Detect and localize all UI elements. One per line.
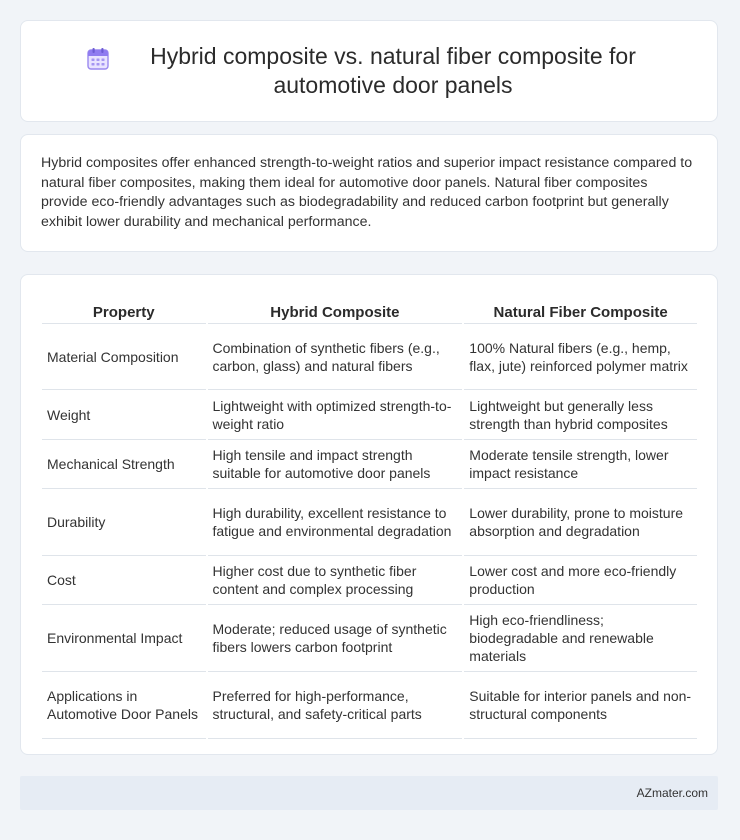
- hybrid-cell: Higher cost due to synthetic fiber content and complex processing: [208, 556, 463, 605]
- hybrid-cell: High durability, excellent resistance to fatigue and environmental degradation: [208, 489, 463, 556]
- intro-card: [20, 134, 718, 252]
- title-row: [85, 42, 653, 100]
- hybrid-cell: Moderate; reduced usage of synthetic fibers lowers carbon footprint: [208, 605, 463, 672]
- calendar-icon: [85, 46, 111, 72]
- table-header-row: [42, 291, 697, 324]
- natural-cell: Lower cost and more eco-friendly production: [464, 556, 697, 605]
- footer-brand[interactable]: AZmater.com: [636, 786, 708, 800]
- natural-cell: Moderate tensile strength, lower impact resistance: [464, 440, 697, 489]
- natural-cell: Lower durability, prone to moisture absorption and degradation: [464, 489, 697, 556]
- header-natural-fiber-composite: Natural Fiber Composite: [464, 291, 697, 324]
- natural-cell: Suitable for interior panels and non-structural components: [464, 672, 697, 739]
- property-cell: Mechanical Strength: [42, 440, 206, 489]
- table-row: [42, 390, 697, 440]
- header-hybrid-composite: Hybrid Composite: [208, 291, 463, 324]
- property-cell: Weight: [42, 390, 206, 440]
- page-title: Hybrid composite vs. natural fiber composite for automotive door panels: [150, 43, 636, 98]
- property-cell: Environmental Impact: [42, 605, 206, 672]
- header-property: Property: [42, 291, 206, 324]
- natural-cell: High eco-friendliness; biodegradable and renewable materials: [464, 605, 697, 672]
- hybrid-cell: Combination of synthetic fibers (e.g., carbon, glass) and natural fibers: [208, 324, 463, 390]
- property-cell: Cost: [42, 556, 206, 605]
- property-cell: Applications in Automotive Door Panels: [42, 672, 206, 739]
- intro-paragraph: Hybrid composites offer enhanced strength-to-weight ratios and superior impact resistance compared to natural fiber composites, making them ideal for automotive door panels. Natural fiber composites provide eco-friendly advantages such as biodegradability and reduced carbon footprint but generally exhibit lower durability and mechanical performance.: [41, 155, 693, 230]
- title-card: [20, 20, 718, 122]
- hybrid-cell: High tensile and impact strength suitable for automotive door panels: [208, 440, 463, 489]
- table-row: [42, 324, 697, 390]
- comparison-card: [20, 274, 718, 755]
- natural-cell: 100% Natural fibers (e.g., hemp, flax, jute) reinforced polymer matrix: [464, 324, 697, 390]
- table-row: [42, 672, 697, 739]
- table-row: [42, 489, 697, 556]
- table-row: [42, 440, 697, 489]
- hybrid-cell: Lightweight with optimized strength-to-weight ratio: [208, 390, 463, 440]
- comparison-table: [40, 291, 699, 739]
- hybrid-cell: Preferred for high-performance, structural, and safety-critical parts: [208, 672, 463, 739]
- table-row: [42, 556, 697, 605]
- property-cell: Durability: [42, 489, 206, 556]
- footer-bar: [20, 776, 718, 810]
- natural-cell: Lightweight but generally less strength than hybrid composites: [464, 390, 697, 440]
- property-cell: Material Composition: [42, 324, 206, 390]
- table-row: [42, 605, 697, 672]
